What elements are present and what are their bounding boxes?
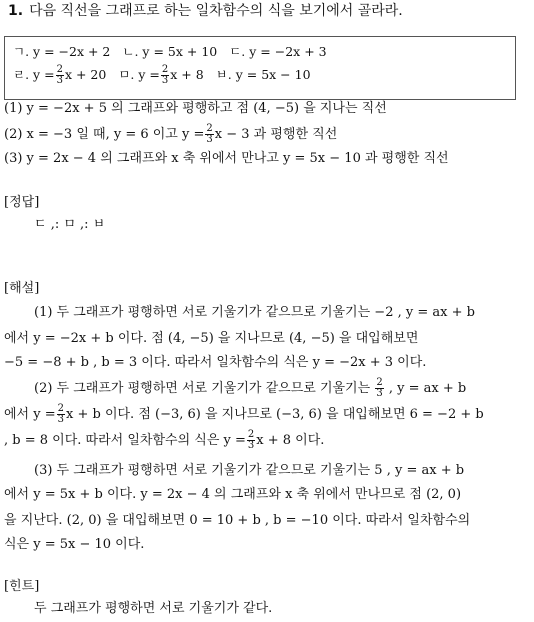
fraction: $\frac{2}{3}$: [376, 377, 383, 399]
explanation-line: 을 지난다. (2, 0) 을 대입해보면 0 = 10 + b , b = −10 이다. 따라서 일차함수의: [4, 513, 471, 528]
problem-text: 다음 직선을 그래프로 하는 일차함수의 식을 보기에서 골라라.: [29, 3, 403, 19]
fraction: $\frac{2}{3}$: [56, 64, 63, 86]
question-3: (3) y = 2x − 4 의 그래프와 x 축 위에서 만나고 y = 5x − 10 과 평행한 직선: [4, 151, 449, 166]
choice-item: ㄴ. y = 5x + 10: [122, 44, 218, 59]
answer-text: ㄷ ,: ㅁ ,: ㅂ: [34, 217, 106, 232]
explanation-line: 에서 y = $\frac{2}{3}$ x + b 이다. 점 (−3, 6) 을 지나므로 (−3, 6) 을 대입해보면 6 = −2 + b: [4, 403, 484, 425]
choices-row-2: [13, 65, 319, 86]
problem-number: 1.: [8, 3, 24, 19]
explanation-line: −5 = −8 + b , b = 3 이다. 따라서 일차함수의 식은 y = −2x + 3 이다.: [4, 355, 427, 370]
hint-label: [힌트]: [4, 579, 40, 594]
choices-box: [4, 36, 516, 100]
fraction: $\frac{2}{3}$: [161, 64, 169, 86]
hint-text: 두 그래프가 평행하면 서로 기울기가 같다.: [34, 601, 273, 616]
problem-title: [8, 2, 403, 20]
explanation-line: (1) 두 그래프가 평행하면 서로 기울기가 같으므로 기울기는 −2 , y = ax + b: [34, 305, 475, 320]
answer-label: [정답]: [4, 195, 40, 210]
fraction: $\frac{2}{3}$: [206, 123, 213, 145]
fraction: $\frac{2}{3}$: [57, 403, 64, 425]
choice-item: ㄹ. y = $\frac{2}{3}$ x + 20: [13, 64, 107, 86]
explanation-line: 식은 y = 5x − 10 이다.: [4, 537, 145, 552]
explanation-line: (3) 두 그래프가 평행하면 서로 기울기가 같으므로 기울기는 5 , y = ax + b: [34, 463, 465, 478]
explanation-label: [해설]: [4, 281, 40, 296]
choice-item: ㄱ. y = −2x + 2: [13, 44, 111, 59]
explanation-line: (2) 두 그래프가 평행하면 서로 기울기가 같으므로 기울기는 $\frac{2}{3}$ , y = ax + b: [34, 377, 467, 399]
explanation-line: 에서 y = −2x + b 이다. 점 (4, −5) 을 지나므로 (4, −5) 을 대입해보면: [4, 331, 419, 346]
question-2: (2) x = −3 일 때, y = 6 이고 y = $\frac{2}{3}$ x − 3 과 평행한 직선: [4, 123, 338, 145]
explanation-line: 에서 y = 5x + b 이다. y = 2x − 4 의 그래프와 x 축 위에서 만나므로 점 (2, 0): [4, 487, 462, 502]
fraction: $\frac{2}{3}$: [247, 429, 255, 451]
choice-item: ㅂ. y = 5x − 10: [215, 67, 311, 82]
explanation-line: , b = 8 이다. 따라서 일차함수의 식은 y = $\frac{2}{3}$ x + 8 이다.: [4, 429, 325, 451]
choice-item: ㅁ. y = $\frac{2}{3}$ x + 8: [118, 64, 204, 86]
choices-row-1: [13, 43, 335, 61]
choice-item: ㄷ. y = −2x + 3: [229, 44, 327, 59]
question-1: (1) y = −2x + 5 의 그래프와 평행하고 점 (4, −5) 을 지나는 직선: [4, 101, 387, 116]
